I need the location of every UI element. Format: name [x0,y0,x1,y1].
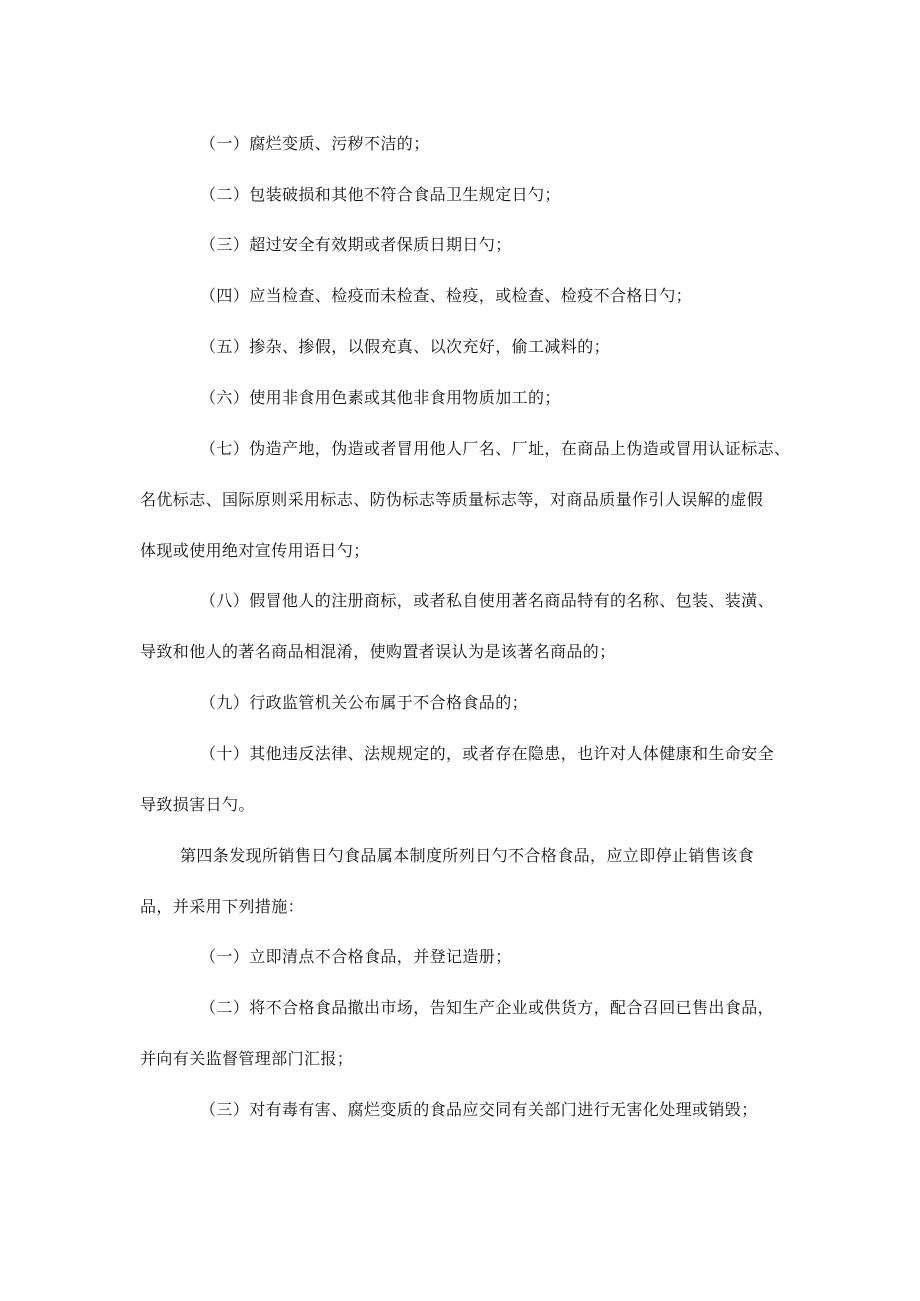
item-6-non-edible: （六）使用非食用色素或其他非食用物质加工的； [200,388,561,407]
measure-2-recall-line-1: （二）将不合格食品撤出市场，告知生产企业或供货方，配合召回已售出食品， [200,998,775,1017]
measure-1-inventory: （一）立即清点不合格食品，并登记造册； [200,947,512,966]
item-5-adulterated: （五）掺杂、掺假，以假充真、以次充好，偷工减料的； [200,337,611,356]
item-10-other-violations-line-2: 导致损害日勺。 [140,795,255,814]
item-3-expired: （三）超过安全有效期或者保质日期日勺； [200,235,512,254]
item-8-counterfeit-trademark-line-2: 导致和他人的著名商品相混淆，使购置者误认为是该著名商品的； [140,642,616,661]
article-4-line-2: 品，并采用下列措施： [140,897,305,916]
item-7-forged-origin-line-2: 名优标志、国际原则采用标志、防伪标志等质量标志等，对商品质量作引人误解的虚假 [140,490,764,509]
measure-2-recall-line-2: 并向有关监督管理部门汇报； [140,1049,354,1068]
item-9-announced-unqualified: （九）行政监管机关公布属于不合格食品的； [200,693,529,712]
item-2-damaged-packaging: （二）包装破损和其他不符合食品卫生规定日勺； [200,185,561,204]
measure-3-destroy: （三）对有毒有害、腐烂变质的食品应交同有关部门进行无害化处理或销毁； [200,1100,758,1119]
item-7-forged-origin-line-3: 体现或使用绝对宣传用语日勺； [140,541,370,560]
item-4-uninspected: （四）应当检查、检疫而未检查、检疫，或检查、检疫不合格日勺； [200,286,693,305]
item-1-rotten: （一）腐烂变质、污秽不洁的； [200,134,430,153]
item-10-other-violations-line-1: （十）其他违反法律、法规规定的，或者存在隐患，也许对人体健康和生命安全 [200,744,775,763]
item-7-forged-origin-line-1: （七）伪造产地，伪造或者冒用他人厂名、厂址，在商品上伪造或冒用认证标志、 [200,439,791,458]
item-8-counterfeit-trademark-line-1: （八）假冒他人的注册商标，或者私自使用著名商品特有的名称、包装、装潢、 [200,591,775,610]
article-4-line-1: 第四条发现所销售日勺食品属本制度所列日勺不合格食品，应立即停止销售该食 [180,846,755,865]
